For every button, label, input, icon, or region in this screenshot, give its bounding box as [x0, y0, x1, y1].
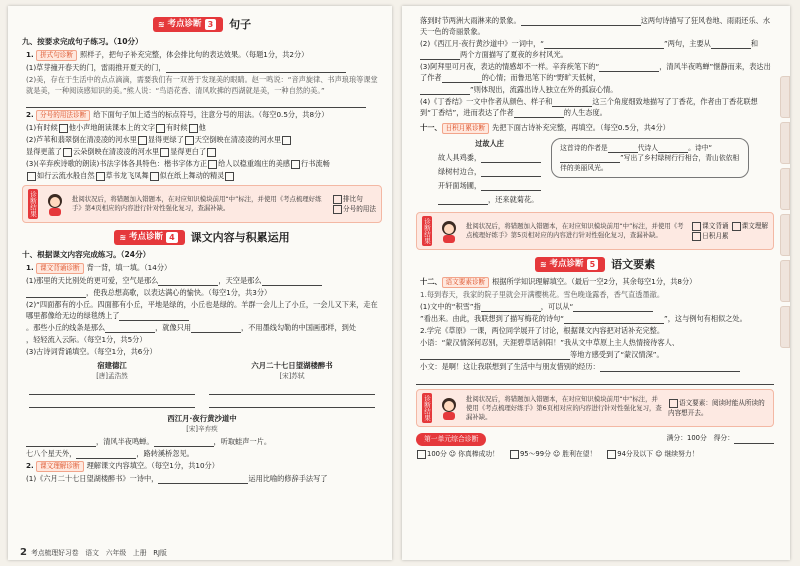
punct-box[interactable] [208, 160, 217, 169]
answer-blank[interactable] [76, 449, 136, 459]
punct-box[interactable] [138, 136, 147, 145]
answer-blank[interactable] [119, 311, 189, 321]
answer-blank[interactable] [420, 50, 460, 60]
checkbox[interactable] [333, 205, 342, 214]
s12-p6: 等地方感受到了“蒙汉情深”。 [420, 349, 774, 360]
punct-box[interactable] [63, 148, 72, 157]
answer-blank[interactable] [564, 314, 664, 324]
section-banner-3 [22, 14, 382, 34]
diagnosis-badge: ≋ 考点诊断 4 [114, 230, 184, 245]
q9-2: 2. 分号的用法诊断 给下面句子加上适当的标点符号，注意分号的用法。（每空0.5分，共8分） [26, 110, 329, 119]
s12-p7: 小文：是啊！这让我联想到了生活中与朋友惜别的经历： [420, 361, 774, 372]
answer-line[interactable] [209, 384, 375, 395]
checkbox[interactable] [669, 399, 678, 408]
poem-3-line-2: 七八个星天外， ，路转溪桥忽见。 [26, 449, 194, 458]
q10-1: 1. 课文背诵诊断 背一背，填一填。（14分） [26, 263, 172, 272]
s12-p3: ”看出来。由此，我联想到了描写梅花的诗句“ ”，这与例句有相似之处。 [420, 314, 747, 323]
checkbox[interactable] [692, 232, 701, 241]
answer-blank[interactable] [158, 474, 248, 484]
diagnosis-result-box-2: 诊断结果 批阅状况后，将错题加入错题本，在对应知识模块前用“中”标注，并使用《考点梳理好练手》第5页相对应的内容进行针对性强化复习，查漏补缺。 课文背诵 课文理解 日积月累 [416, 212, 774, 250]
diagnosis-result-box-3: 诊断结果 批阅状况后，将错题加入错题本，在对应知识模块前用“中”标注，并使用《考点梳理好练手》第6页相对应的内容进行针对性强化复习，查漏补缺。 语文要素：阅读时能从所读的内容想开去。 [416, 389, 774, 427]
right-content [416, 14, 774, 542]
side-tab[interactable] [780, 122, 790, 164]
left-content [22, 14, 382, 542]
punct-box[interactable] [160, 148, 169, 157]
q9-2-c: (3)(辛弃疾诗歌的朗读)书法字体各具特色：楷书字体方正 给人以稳重端庄的美感 行书流畅 [26, 159, 330, 168]
answer-line[interactable] [29, 384, 195, 395]
answer-line[interactable] [416, 374, 774, 385]
answer-blank[interactable] [600, 362, 740, 372]
checkbox[interactable] [510, 450, 519, 459]
punct-box[interactable] [207, 148, 216, 157]
answer-blank[interactable] [191, 323, 241, 333]
r-top-5: (4)《丁香结》一文中作者从颜色、样子和 这三个角度细致地描写了丁香花，作者由丁香花联想到“丁香结”，进而表达了作者 的人生态度。 [420, 97, 758, 117]
answer-blank[interactable] [514, 108, 564, 118]
result-title: 第一单元综合诊断 [416, 433, 486, 446]
score-line: 满分：100分 得分： [667, 433, 774, 444]
answer-blank[interactable] [658, 143, 688, 153]
q9-2-b: (2)芦苇和翡翠倒在清凌凌的河水里 显得更绿了 天空倒映在清凌凌的河水里 [26, 134, 382, 145]
side-tab[interactable] [780, 260, 790, 302]
diagnosis-badge: ≋ 考点诊断 3 [153, 17, 223, 32]
side-tab[interactable] [780, 168, 790, 210]
section-11: 十一、 日积月累诊断 先把下面古诗补充完整，再填空。（每空0.5分，共4分） [420, 123, 670, 132]
poem-pair [22, 360, 382, 410]
answer-blank[interactable] [158, 276, 218, 286]
result-options: 100分 ☺ 你真棒成功！ 95～99分 ☺ 胜利在望！ 94分及以下 ☺ 继续努力！ [416, 449, 774, 460]
poem-block [438, 138, 774, 208]
answer-blank[interactable] [442, 73, 482, 83]
answer-blank[interactable] [481, 302, 541, 312]
checkbox[interactable] [732, 222, 741, 231]
speech-bubble: 这首诗的作者是 代诗人 。诗中“”写出了乡村绿树行行相合，青山依依相伴的美丽风光。 [551, 138, 749, 178]
punct-box[interactable] [185, 136, 194, 145]
answer-blank[interactable] [26, 437, 96, 447]
side-tab[interactable] [780, 214, 790, 256]
punct-box[interactable] [27, 172, 36, 181]
left-page [8, 6, 392, 560]
punct-box[interactable] [150, 172, 159, 181]
answer-line[interactable] [209, 397, 375, 408]
answer-blank[interactable] [552, 97, 592, 107]
answer-blank[interactable] [573, 302, 653, 312]
punct-box[interactable] [189, 124, 198, 133]
student-avatar-icon [438, 396, 460, 420]
unit-result [416, 433, 774, 460]
q9-1-a: (1)草芽撞开春天的门，雷雨推开夏天的门， [26, 62, 382, 73]
q9-1-b-blank [26, 97, 382, 108]
q10-1-a2: ，使我总想高歌，以表达满心的愉快。（每空1分，共3分） [26, 287, 382, 298]
answer-blank[interactable] [481, 181, 541, 191]
page-footer: 2 考点梳理好习卷 语文 六年级 上册 RJ版 [20, 547, 167, 558]
side-tab[interactable] [780, 76, 790, 118]
q10-1-b3: ，轻轻流入云际。（每空1分，共5分） [26, 335, 147, 344]
punct-box[interactable] [96, 172, 105, 181]
banner-title: 句子 [229, 17, 252, 31]
answer-blank[interactable] [105, 323, 155, 333]
diagnosis-checks: 排比句 分号的用法 [332, 194, 376, 214]
answer-line[interactable] [29, 397, 195, 408]
q10-1-a: (1)那里的天比别处的更可爱，空气是那么 ，天空是那么 [26, 275, 382, 286]
q9-2-b2: 显得更蓝了 云朵倒映在清凌凌的河水里 显得更白了 [26, 146, 382, 157]
q9-1-b: (2)美，存在于生活中的点点滴滴，需要我们有一双善于发现美的眼睛。赵一鸣说：“音声旋律、书声琅琅等课堂就是美，一种阅读感知识的美。”熊人说：“鸟语花香、清风吹拂的西湖就是美，一种自然的美。” [26, 75, 378, 95]
right-page [402, 6, 790, 560]
answer-blank[interactable] [420, 85, 470, 95]
r-top-1: 落到时节两洲大雨淋来的景象。 这两句诗描写了狂风卷地、雨雨还乐、水天一色的奇丽景象。 [420, 16, 771, 36]
answer-blank[interactable] [599, 62, 659, 72]
punct-box[interactable] [282, 136, 291, 145]
answer-blank[interactable] [262, 276, 322, 286]
banner-icon: ≋ [157, 19, 165, 29]
poem-2: 六月二十七日望湖楼醉书 [宋]苏轼 [209, 360, 375, 410]
answer-blank[interactable] [481, 153, 541, 163]
answer-blank[interactable] [154, 437, 214, 447]
q10-1-c: (3)古诗词背诵填空。（每空1分，共6分） [26, 347, 157, 356]
diagnosis-badge: ≋ 考点诊断 5 [535, 257, 605, 272]
tag: 拼式句诊断 [36, 50, 77, 61]
page-number: 2 [20, 547, 27, 558]
s12-p2: (1)文中的“积雪”指 ，可以从“ [420, 301, 774, 312]
poem-3: 西江月·夜行黄沙道中 [宋]辛弃疾 [167, 414, 237, 433]
student-avatar-icon [438, 219, 460, 243]
answer-blank[interactable] [608, 143, 638, 153]
punct-box[interactable] [225, 172, 234, 181]
checkbox[interactable] [692, 222, 701, 231]
banner-icon: ≋ [539, 259, 547, 269]
punct-box[interactable] [59, 124, 68, 133]
student-avatar-icon [44, 192, 66, 216]
q10-2: 2. 课文理解诊断 理解课文内容填空。（每空1分，共10分） [26, 461, 219, 470]
checkbox[interactable] [607, 450, 616, 459]
punct-box[interactable] [291, 160, 300, 169]
poem-1: 宿建德江 [唐]孟浩然 [29, 360, 195, 410]
banner-icon: ≋ [119, 232, 127, 242]
s12-p5: 小语：“蒙汉情深何忍别，天涯碧草话斜阳！”我从文中草原上主人热情接待客人、 [420, 338, 680, 347]
s12-p1: 1.每到春天，我家的院子里就会开满樱桃花。雪色晚逢露香，香气直透墨澈。 [420, 290, 665, 299]
section-banner-4: ≋ 考点诊断 4 课文内容与积累运用 [22, 227, 382, 247]
q9-2-a: (1)有时候 他小声地朗读课本上的文字 有时候 他 [26, 123, 206, 132]
answer-blank[interactable] [560, 153, 620, 163]
poem-lines: 过故人庄 故人具鸡黍， 绿树村边合， 开轩面场圃， ，还来就菊花。 [438, 138, 541, 208]
r-top-3: (3)阿拜里可月夜，表达的情感却不一样。辛弃疾笔下的“ ，清风半夜鸣蝉”惬静而来，表达出了作者 的心情；而鲁迅笔下的“野旷天低树， [420, 62, 771, 82]
poem-3-line-1: ，清风半夜鸣蝉。 ，听取蛙声一片。 [26, 436, 382, 447]
answer-blank[interactable] [166, 63, 346, 73]
section-9-heading: 九、按要求完成句子练习。（10分） [22, 37, 143, 46]
answer-blank[interactable] [26, 288, 86, 298]
q9-1: 1. 拼式句诊断 照样子，把句子补充完整，体会排比句的表达效果。（每题1分，共2分） [26, 50, 309, 59]
checkbox[interactable] [417, 450, 426, 459]
diagnosis-label: 诊断结果 [29, 191, 37, 217]
answer-blank[interactable] [521, 16, 641, 26]
section-12: 十二、 语文要素诊断 根据所学知识理解填空。（最后一空2分，其余每空1分，共8分） [420, 277, 697, 286]
side-tabs [780, 76, 790, 352]
punct-box[interactable] [156, 124, 165, 133]
r-top-4: ”则体现出，流露出诗人独立在外的孤寂心情。 [420, 84, 774, 95]
r-top-2: (2)《西江月·夜行黄沙道中》一词中，“ ”两句，主要从 和两个方面描写了夏夜的乡村风光。 [420, 39, 759, 59]
q10-1-b2: 。那些小丘的线条是那么 ，就像只用 ，不用墨线勾勒的中国画那样，到处 [26, 323, 357, 332]
answer-blank[interactable] [26, 98, 366, 108]
answer-blank[interactable] [544, 39, 664, 49]
diagnosis-result-box: 诊断结果 批阅状况后，将错题加入错题本，在对应知识模块前用“中”标注，并使用《考点梳理好练手》第4页相应的内容进行针对性强化复习，查漏补缺。 排比句 分号的用法 [22, 185, 382, 223]
answer-blank[interactable] [711, 39, 751, 49]
q10-1-b: (2)“四面都有的小丘。四面都有小丘，平地是绿的，小丘也是绿的。羊群一会儿上了小丘，一会儿又下来，走在哪里都像给无边的绿毯绣上了 [26, 300, 378, 320]
q9-2-c2: 如行云流水般自然 草书龙飞凤舞 似在纸上舞动的精灵 [26, 170, 382, 181]
section-10-heading: 十、根据课文内容完成练习。（24分） [22, 250, 151, 259]
q10-2-a: (1)《六月二十七日望湖楼醉书》一诗中， 运用比喻的修辞手法写了 [26, 474, 328, 483]
checkbox[interactable] [333, 195, 342, 204]
s12-p4: 2.学完《草原》一课，两位同学展开了讨论，根据课文内容把对话补充完整。 [420, 326, 665, 335]
section-banner-5: ≋ 考点诊断 5 语文要素 [416, 254, 774, 274]
score-blank[interactable] [734, 434, 774, 444]
answer-blank[interactable] [481, 167, 541, 177]
answer-blank[interactable] [438, 195, 488, 205]
answer-blank[interactable] [420, 350, 570, 360]
side-tab[interactable] [780, 306, 790, 348]
